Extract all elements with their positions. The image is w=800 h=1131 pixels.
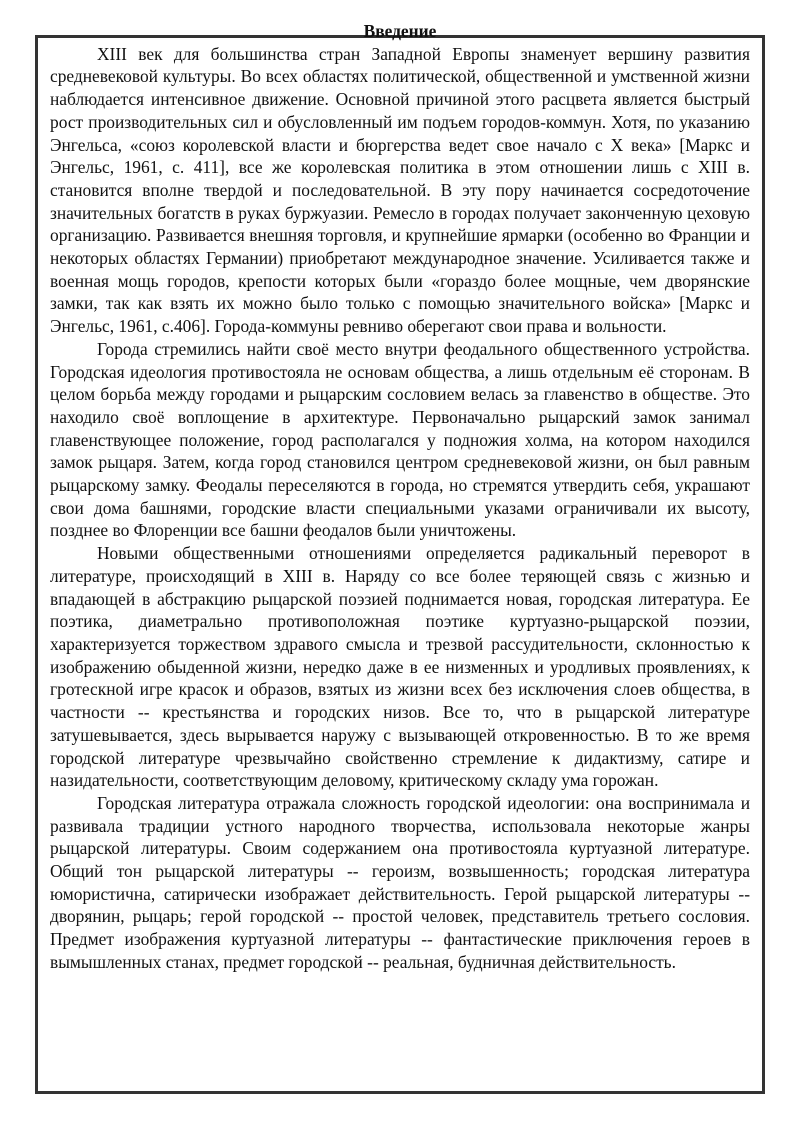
paragraph-4: Городская литература отражала сложность городской идеологии: она воспринимала и развивала традиции устного народного творчества, использовала некоторые жанры рыцарской литературы. Своим содержанием она противостояла куртуазной литературе. Общий тон рыцарской литературы -- героизм, возвышенность; городская литература юмористична, сатирически изображает действительность. Герой рыцарской литературы -- дворянин, рыцарь; герой городской -- простой человек, представитель третьего сословия. Предмет изображения куртуазной литературы -- фантастические приключения героев в вымышленных станах, предмет городской -- реальная, будничная действительность. — [50, 792, 750, 972]
document-title: Введение — [363, 21, 437, 41]
document-body — [50, 8, 750, 974]
paragraph-2: Города стремились найти своё место внутри феодального общественного устройства. Городская идеология противостояла не основам общества, а лишь отдельным её сторонам. В целом борьба между городами и рыцарским сословием велась за главенство в обществе. Это находило своё воплощение в архитектуре. Первоначально рыцарский замок занимал главенствующее положение, город располагался у подножия холма, на котором находился замок рыцаря. Затем, когда город становился центром средневековой жизни, он был равным рыцарскому замку. Феодалы переселяются в города, но стремятся утвердить себя, украшают свои дома башнями, городские власти специальными указами ограничивали их высоту, позднее во Флоренции все башни феодалов были уничтожены. — [50, 338, 750, 541]
paragraph-1: XIII век для большинства стран Западной Европы знаменует вершину развития средневековой культуры. Во всех областях политической, общественной и умственной жизни наблюдается интенсивное движение. Основной причиной этого расцвета является быстрый рост производительных сил и обусловленный им подъем городов-коммун. Хотя, по указанию Энгельса, «союз королевской власти и бюргерства ведет свое начало с X века» [Маркс и Энгельс, 1961, с. 411], все же королевская политика в этом отношении лишь с XIII в. становится вполне твердой и последовательной. В эту пору начинается сосредоточение значительных богатств в руках буржуазии. Ремесло в городах получает законченную цеховую организацию. Развивается внешняя торговля, и крупнейшие ярмарки (особенно во Франции и некоторых областях Германии) приобретают международное значение. Усиливается также и военная мощь городов, крепости которых были «гораздо более мощные, чем дворянские замки, так как взять их можно было только с помощью значительного войска» [Маркс и Энгельс, 1961, с.406]. Города-коммуны ревниво оберегают свои права и вольности. — [50, 43, 750, 337]
paragraph-3: Новыми общественными отношениями определяется радикальный переворот в литературе, происходящий в XIII в. Наряду со все более теряющей связь с жизнью и впадающей в абстракцию рыцарской поэзией поднимается новая, городская литература. Ее поэтика, диаметрально противоположная поэтике куртуазно-рыцарской поэзии, характеризуется торжеством здравого смысла и трезвой рассудительности, склонностью к изображению обыденной жизни, нередко даже в ее низменных и уродливых проявлениях, к гротескной игре красок и образов, взятых из жизни всех без исключения слоев общества, в частности -- крестьянства и городских низов. Все то, что в рыцарской литературе затушевывается, здесь вырывается наружу с вызывающей откровенностью. В то же время городской литературе чрезвычайно свойственно стремление к дидактизму, сатире и назидательности, соответствующим деловому, критическому складу ума горожан. — [50, 543, 750, 791]
